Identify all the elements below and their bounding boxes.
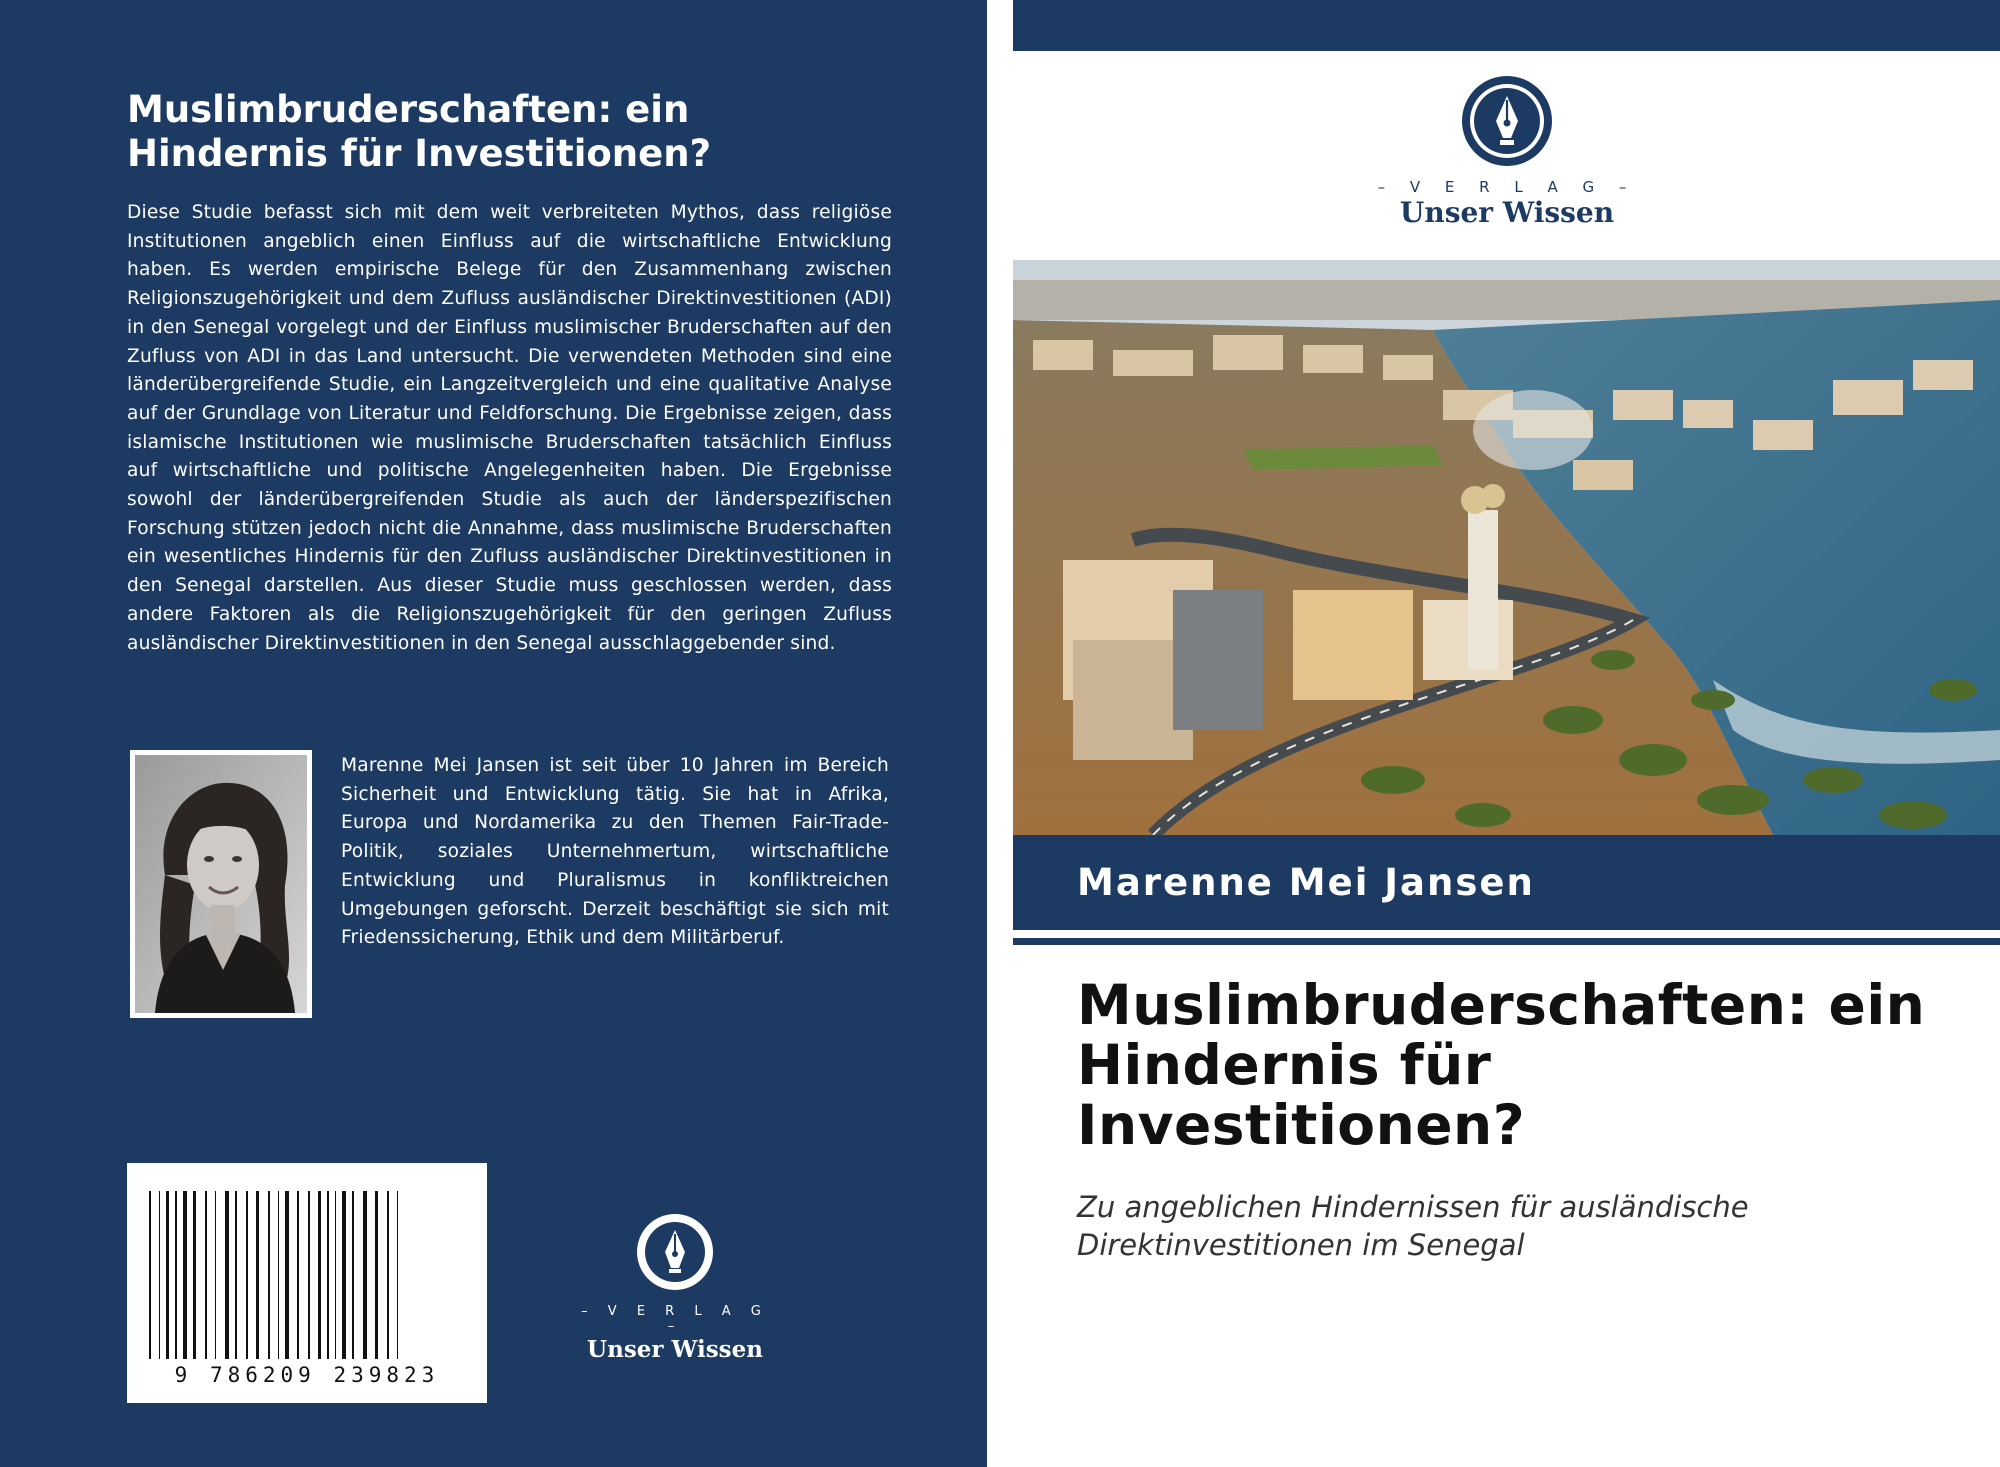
divider-rule bbox=[1013, 938, 2000, 945]
barcode-bar bbox=[342, 1191, 346, 1359]
barcode-bar bbox=[352, 1191, 354, 1359]
barcode-bar bbox=[285, 1191, 289, 1359]
barcode-bar bbox=[193, 1191, 196, 1359]
barcode-bar bbox=[297, 1191, 299, 1359]
barcode-bar bbox=[183, 1191, 187, 1359]
barcode-bar bbox=[363, 1191, 367, 1359]
barcode-bar bbox=[327, 1191, 329, 1359]
cover-photo-coastal-city bbox=[1013, 260, 2000, 835]
back-cover bbox=[0, 0, 987, 1467]
front-top-bar bbox=[1013, 0, 2000, 51]
publisher-logo-back bbox=[580, 1212, 770, 1363]
barcode-bar bbox=[308, 1191, 310, 1359]
barcode-bar bbox=[175, 1191, 177, 1359]
barcode-bar bbox=[159, 1191, 160, 1359]
barcode-bar bbox=[235, 1191, 237, 1359]
barcode-bar bbox=[225, 1191, 229, 1359]
barcode-bar bbox=[215, 1191, 216, 1359]
publisher-verlag-label: – V E R L A G – bbox=[1377, 178, 1637, 196]
barcode-bar bbox=[375, 1191, 378, 1359]
barcode-bar bbox=[268, 1191, 270, 1359]
barcode-bar bbox=[335, 1191, 336, 1359]
barcode-bar bbox=[397, 1191, 398, 1359]
pen-nib-seal-icon bbox=[1460, 74, 1554, 168]
barcode-bar bbox=[205, 1191, 207, 1359]
isbn-barcode bbox=[127, 1163, 487, 1403]
barcode-bar bbox=[318, 1191, 321, 1359]
barcode-bar bbox=[387, 1191, 389, 1359]
author-band bbox=[1013, 835, 2000, 930]
publisher-name: Unser Wissen bbox=[587, 1336, 763, 1363]
author-bio: Marenne Mei Jansen ist seit über 10 Jahren im Bereich Sicherheit und Entwicklung tätig. Sie hat in Afrika, Europa und Nordamerika zu den Themen Fair-Trade-Politik, soziales Unternehmertum, wirtschaftliche Entwicklung und Pluralismus in konfliktreichen Umgebungen geforscht. Derzeit beschäftigt sie sich mit Friedenssicherung, Ethik und dem Militärberuf. bbox=[341, 755, 889, 949]
barcode-bar bbox=[278, 1191, 279, 1359]
front-cover-title: Muslimbruderschaften: ein Hindernis für Investitionen? bbox=[1077, 973, 1926, 1157]
front-author-name: Marenne Mei Jansen bbox=[1077, 861, 1535, 904]
isbn-number: 9 786209 239823 bbox=[174, 1363, 440, 1387]
barcode-bar bbox=[166, 1191, 169, 1359]
barcode-bar bbox=[246, 1191, 248, 1359]
publisher-logo-front bbox=[1367, 74, 1647, 229]
front-cover bbox=[1013, 0, 2000, 1467]
publisher-verlag-label: – V E R L A G – bbox=[581, 1304, 769, 1334]
back-cover-blurb: Diese Studie befasst sich mit dem weit verbreiteten Mythos, dass religiöse Institutionen angeblich einen Einfluss auf die wirtschaftliche Entwicklung haben. Es werden empirische Belege für den Zusammenhang zwischen Religionszugehörigkeit und dem Zufluss ausländischer Direktinvestitionen (ADI) in den Senegal vorgelegt und der Einfluss muslimischer Bruderschaften auf den Zufluss von ADI in das Land untersucht. Die verwendeten Methoden sind eine länderübergreifende Studie, ein Langzeitvergleich und eine qualitative Analyse auf der Grundlage von Literatur und Feldforschung. Die Ergebnisse zeigen, dass islamische Institutionen wie muslimische Bruderschaften tatsächlich Einfluss auf wirtschaftliche und politische Angelegenheiten haben. Die Ergebnisse sowohl der länderübergreifenden Studie als auch der länderspezifischen Forschung stützen jedoch nicht die Annahme, dass muslimische Bruderschaften ein wesentliches Hindernis für den Zufluss ausländischer Direktinvestitionen in den Senegal darstellen. Aus dieser Studie muss geschlossen werden, dass andere Faktoren als die Religionszugehörigkeit für den geringen Zufluss ausländischer Direktinvestitionen in den Senegal ausschlaggebender sind. bbox=[127, 202, 892, 654]
barcode-bar bbox=[149, 1191, 151, 1359]
author-photo bbox=[130, 750, 312, 1018]
front-cover-subtitle: Zu angeblichen Hindernissen für ausländische Direktinvestitionen im Senegal bbox=[1077, 1190, 1749, 1262]
barcode-bar bbox=[256, 1191, 259, 1359]
pen-nib-seal-icon bbox=[635, 1212, 715, 1292]
back-cover-title: Muslimbruderschaften: ein Hindernis für Investitionen? bbox=[127, 88, 712, 175]
publisher-name: Unser Wissen bbox=[1399, 196, 1615, 229]
